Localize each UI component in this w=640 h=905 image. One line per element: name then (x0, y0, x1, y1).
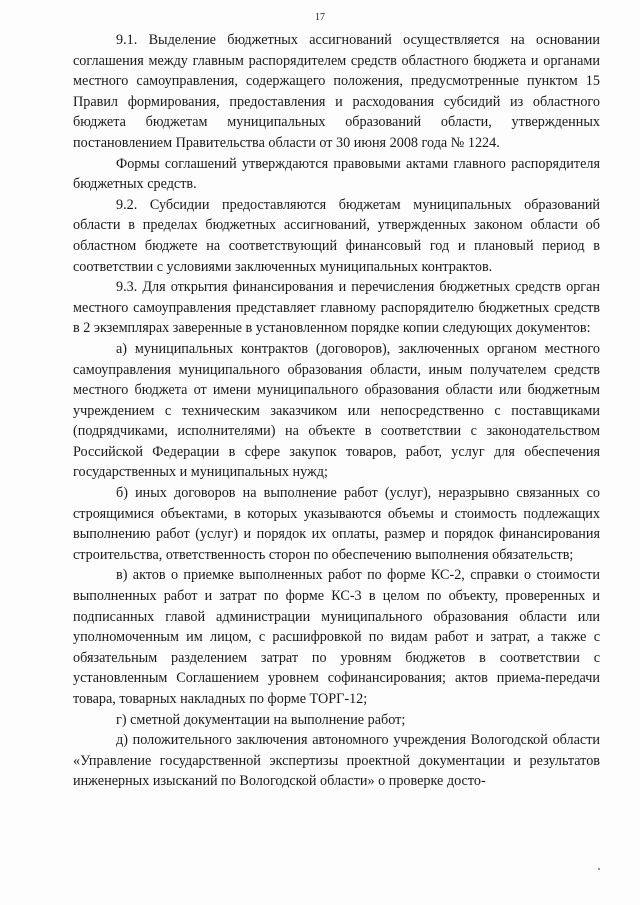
list-item-g: г) сметной документации на выполнение работ; (116, 711, 406, 728)
list-item-a: а) муниципальных контрактов (договоров), заключенных органом местного самоуправления муниципального образования области, иным получателем средств местного бюджета от имени муниципального образования области или бюджетным учреждением с техническим заказчиком или непосредственно с поставщиками (подрядчиками, исполнителями) на объекте в соответствии с законодательством Российской Федерации в сфере закупок товаров, работ, услуг для обеспечения государственных и муниципальных нужд; (73, 340, 600, 481)
scan-speck (598, 868, 600, 870)
page-number: 17 (315, 12, 325, 23)
list-item-b: б) иных договоров на выполнение работ (услуг), неразрывно связанных со строящимися объектами, в которых указываются объемы и стоимость подлежащих выполнению работ (услуг) и порядок их оплаты, размер и порядок финансирования строительства, ответственность сторон по обеспечению выполнения обязательств; (73, 485, 600, 563)
paragraph-9-2: 9.2. Субсидии предоставляются бюджетам муниципальных образований области в пределах бюджетных ассигнований, утвержденных законом области об областном бюджете на соответствующий финансовый год и плановый период в соответствии с условиями заключенных муниципальных контрактов. (73, 196, 600, 275)
document-body (73, 30, 600, 792)
paragraph-9-3: 9.3. Для открытия финансирования и перечисления бюджетных средств орган местного самоуправления представляет главному распорядителю бюджетных средств в 2 экземплярах заверенные в установленном порядке копии следующих документов: (73, 279, 600, 337)
list-item-d: д) положительного заключения автономного учреждения Вологодской области «Управление государственной экспертизы проектной документации и результатов инженерных изысканий по Вологодской области» о проверке досто- (73, 732, 600, 790)
paragraph-agreement-forms: Формы соглашений утверждаются правовыми актами главного распорядителя бюджетных средств. (73, 155, 600, 193)
paragraph-9-1: 9.1. Выделение бюджетных ассигнований осуществляется на основании соглашения между главным распорядителем средств областного бюджета и органами местного самоуправления, содержащего положения, предусмотренные пунктом 15 Правил формирования, предоставления и расходования субсидий из областного бюджета бюджетам муниципальных образований области, утвержденных постановлением Правительства области от 30 июня 2008 года № 1224. (73, 32, 600, 151)
list-item-v: в) актов о приемке выполненных работ по форме КС-2, справки о стоимости выполненных работ и затрат по форме КС-3 в целом по объекту, проверенных и подписанных главой администрации муниципального образования области или уполномоченным им лицом, с расшифровкой по видам работ и затрат, а также с обязательным разделением затрат по уровням бюджетов в соответствии с установленным Соглашением уровнем софинансирования; актов приема-передачи товара, товарных накладных по форме ТОРГ-12; (73, 567, 600, 707)
